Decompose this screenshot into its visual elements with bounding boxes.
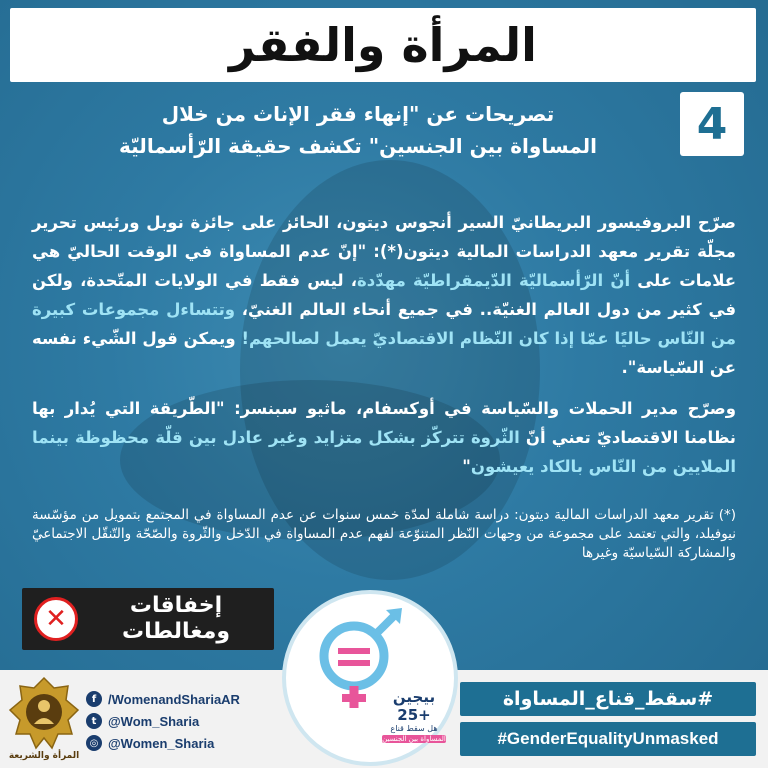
heading-line-2: المساواة بين الجنسين" تكشف حقيقة الرّأسماليّة bbox=[119, 134, 597, 158]
women-sharia-logo bbox=[8, 676, 80, 762]
paragraph-2-highlight: الثّروة تتركّز بشكل متزايد وغير عادل بين قلّة محظوظة بينما الملايين من النّاس بالكاد يعيشون bbox=[32, 428, 736, 476]
instagram-icon: ◎ bbox=[86, 735, 102, 751]
article-heading bbox=[48, 98, 668, 162]
instagram-handle: @Women_Sharia bbox=[108, 735, 215, 751]
social-links bbox=[86, 688, 240, 754]
hashtag-arabic[interactable]: #سقط_قناع_المساواة bbox=[460, 682, 756, 716]
paragraph-1-text-c: ويمكن قول الشّيء نفسه عن السّياسة". bbox=[32, 329, 736, 377]
paragraph-1-text-a: صرّح البروفيسور البريطانيّ السير أنجوس ديتون، الحائز على جائزة نوبل ورئيس تحرير مجلّة تقرير معهد الدراسات المالية ديتون(*): "إنّ عدم المساواة في الوقت الحاليّ هي علامات على bbox=[32, 213, 737, 290]
paragraph-2-text-b: " bbox=[462, 457, 471, 476]
x-circle-icon: ✕ bbox=[34, 597, 78, 641]
logo-text: المرأة والشريعة bbox=[8, 751, 80, 761]
logo-ribbon: المساواة بين الجنسين bbox=[382, 735, 446, 743]
paragraph-2 bbox=[32, 394, 736, 481]
paragraph-2-text-a: وصرّح مدير الحملات والسّياسة في أوكسفام، ماثيو سبنسر: "الطّريقة التي يُدار بها نظامنا الاقتصاديّ تعني أنّ bbox=[32, 399, 737, 447]
paragraph-1-highlight-2: وتتساءل مجموعات كبيرة من النّاس حاليًا عمّا إذا كان النّظام الاقتصاديّ يعمل لصالحهم! bbox=[32, 300, 736, 348]
failures-badge bbox=[22, 588, 274, 650]
badge-label bbox=[78, 593, 274, 645]
facebook-handle: /WomenandShariaAR bbox=[108, 691, 240, 707]
title-banner bbox=[10, 8, 756, 82]
article-number: 4 bbox=[680, 92, 744, 156]
heading-line-1: تصريحات عن "إنهاء فقر الإناث من خلال bbox=[161, 102, 555, 126]
badge-line-2: ومغالطات bbox=[121, 619, 231, 644]
facebook-icon: f bbox=[86, 691, 102, 707]
hashtags bbox=[460, 682, 756, 762]
paragraph-1-highlight-1: أنّ الرّأسماليّة الدّيمقراطيّة مهدّدة bbox=[357, 271, 631, 290]
paragraph-1-text-b: ، ليس فقط في الولايات المتّحدة، ولكن في كثير من دول العالم الغنيّة.. في جميع أنحاء العالم الغنيّ، bbox=[32, 271, 737, 319]
logo-title: بيجين +25 bbox=[392, 688, 436, 724]
twitter-handle: @Wom_Sharia bbox=[108, 713, 200, 729]
badge-line-1: إخفاقات bbox=[129, 593, 223, 618]
paragraph-1 bbox=[32, 208, 736, 382]
social-facebook[interactable] bbox=[86, 688, 240, 710]
footnote: (*) تقرير معهد الدراسات المالية ديتون: دراسة شاملة لمدّة خمس سنوات عن عدم المساواة في المجتمع بتمويل من مؤسّسة نيوفيلد، والتي تعتمد على مجموعة من وجهات النّظر المتنوّعة لفهم عدم المساواة في الدّخل والثّروة والصّحّة والتّنقّل الاجتماعيّ والمشاركة السّياسيّة وغيرها bbox=[32, 507, 736, 561]
social-twitter[interactable] bbox=[86, 710, 240, 732]
twitter-icon: t bbox=[86, 713, 102, 729]
page-title: المرأة والفقر bbox=[229, 18, 537, 72]
hashtag-english[interactable]: #GenderEqualityUnmasked bbox=[460, 722, 756, 756]
beijing25-logo bbox=[282, 590, 458, 766]
logo-subtitle: هل سقط قناع bbox=[390, 724, 438, 733]
article-panel bbox=[14, 88, 754, 618]
social-instagram[interactable] bbox=[86, 732, 240, 754]
